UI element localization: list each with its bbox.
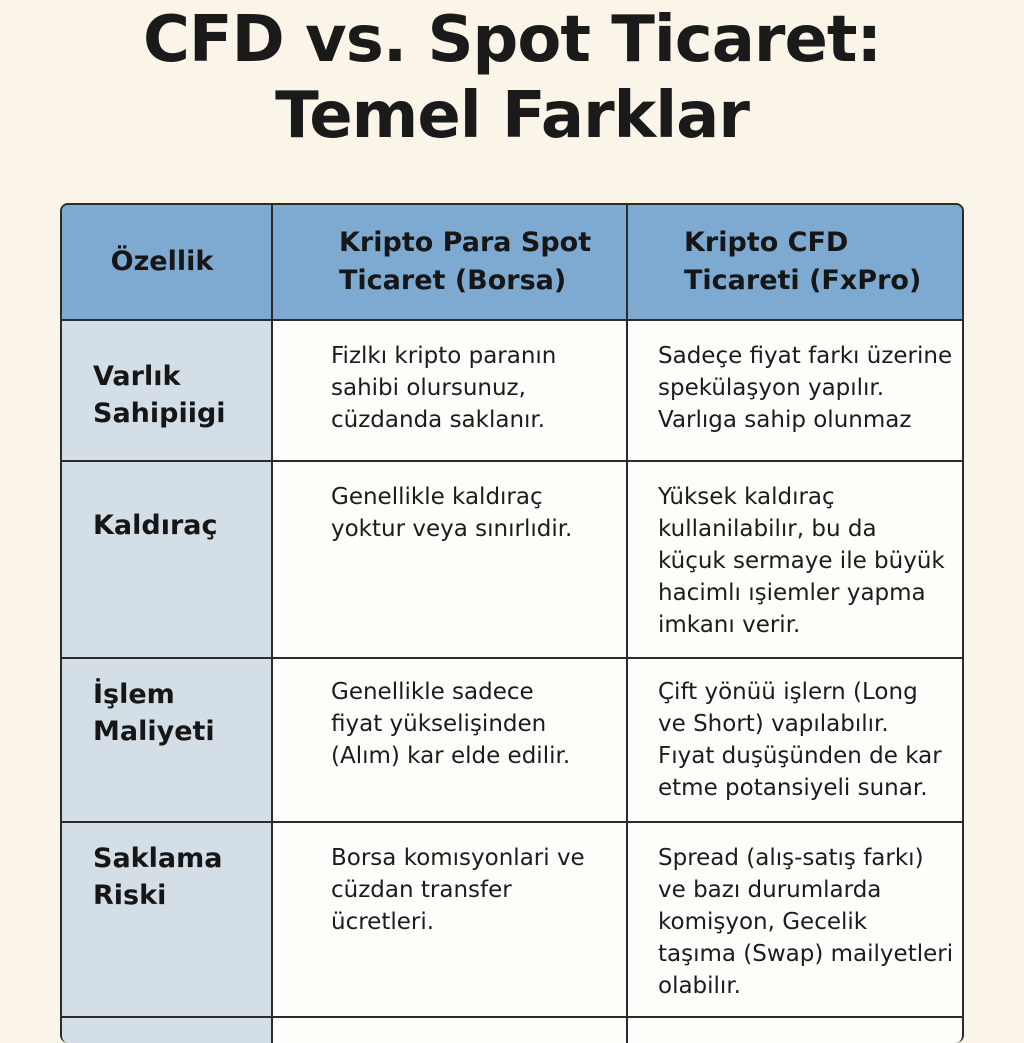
cell-line: imkanı verir.: [658, 612, 801, 638]
row-label-storage-risk: [62, 822, 272, 1017]
cell-line: cüzdanda saklanır.: [331, 407, 546, 433]
row-label-line: Maliyeti: [93, 716, 215, 747]
cell-line: taşıma (Swap) mailyetleri: [658, 941, 954, 967]
header-feature: [62, 205, 272, 320]
cell-line: spekülaşyon yapılır.: [658, 375, 885, 401]
cell-line: ve bazı durumlarda: [658, 877, 882, 903]
cell-line: ücretleri.: [331, 909, 435, 935]
table-row: [62, 461, 964, 658]
cfd-cell: [627, 1017, 964, 1043]
cell-line: ve Short) vapılabılır.: [658, 711, 889, 737]
table-row: [62, 658, 964, 822]
cell-line: Fizlkı kripto paranın: [331, 343, 557, 369]
cell-line: Varlıga sahip olunmaz: [658, 407, 912, 433]
row-label-asset-ownership: [62, 320, 272, 461]
row-label-line: Riski: [93, 880, 167, 911]
spot-cell: [272, 658, 627, 822]
row-label-line: Saklama: [93, 843, 223, 874]
row-label-line: Kaldıraç: [93, 510, 218, 541]
header-spot: [272, 205, 627, 320]
row-label-empty: [62, 1017, 272, 1043]
cell-line: Fıyat duşüşünden de kar: [658, 743, 942, 769]
cell-line: Yüksek kaldıraç: [658, 484, 835, 510]
cell-line: küçuk sermaye ile büyük: [658, 548, 945, 574]
table-row-cut-off: [62, 1017, 964, 1043]
spot-cell: [272, 822, 627, 1017]
cell-line: Genellikle kaldıraç: [331, 484, 543, 510]
cell-line: Spread (alış-satış farkı): [658, 845, 924, 871]
cell-line: etme potansiyeli sunar.: [658, 775, 928, 801]
header-feature-label: Özellik: [110, 246, 214, 277]
cell-line: Çift yönüü işlern (Long: [658, 679, 918, 705]
cell-line: sahibi olursunuz,: [331, 375, 526, 401]
header-spot-line: Kripto Para Spot: [339, 227, 592, 258]
header-cfd-line: Ticareti (FxPro): [684, 265, 922, 296]
table-row: [62, 320, 964, 461]
cell-line: (Alım) kar elde edilir.: [331, 743, 571, 769]
cell-line: kullanilabilır, bu da: [658, 516, 877, 542]
spot-cell: [272, 320, 627, 461]
cell-line: Borsa komısyonlari ve: [331, 845, 585, 871]
row-label-transaction-cost: [62, 658, 272, 822]
cell-line: Sadeçe fiyat farkı üzerine: [658, 343, 953, 369]
cfd-cell: [627, 658, 964, 822]
cell-line: yoktur veya sınırlıdir.: [331, 516, 573, 542]
table-header-row: [62, 205, 964, 320]
header-cfd-line: Kripto CFD: [684, 227, 849, 258]
title-line-1: CFD vs. Spot Ticaret:: [142, 3, 882, 77]
comparison-table: [60, 203, 964, 1043]
row-label-line: Varlık: [93, 361, 181, 392]
cell-line: hacimlı ışiemler yapma: [658, 580, 926, 606]
header-cfd: [627, 205, 964, 320]
title-line-2: Temel Farklar: [275, 79, 749, 153]
spot-cell: [272, 1017, 627, 1043]
cell-line: olabilır.: [658, 973, 741, 999]
cfd-cell: [627, 461, 964, 658]
comparison-table-grid: [62, 205, 964, 1043]
page-title: [0, 2, 1024, 154]
cell-line: komişyon, Gecelik: [658, 909, 868, 935]
row-label-line: İşlem: [93, 679, 175, 710]
cfd-cell: [627, 822, 964, 1017]
table-row: [62, 822, 964, 1017]
header-spot-line: Ticaret (Borsa): [339, 265, 567, 296]
cell-line: fiyat yükselişinden: [331, 711, 547, 737]
row-label-leverage: [62, 461, 272, 658]
cfd-cell: [627, 320, 964, 461]
spot-cell: [272, 461, 627, 658]
row-label-line: Sahipiigi: [93, 398, 226, 429]
cell-line: Genellikle sadece: [331, 679, 534, 705]
cell-line: cüzdan transfer: [331, 877, 512, 903]
